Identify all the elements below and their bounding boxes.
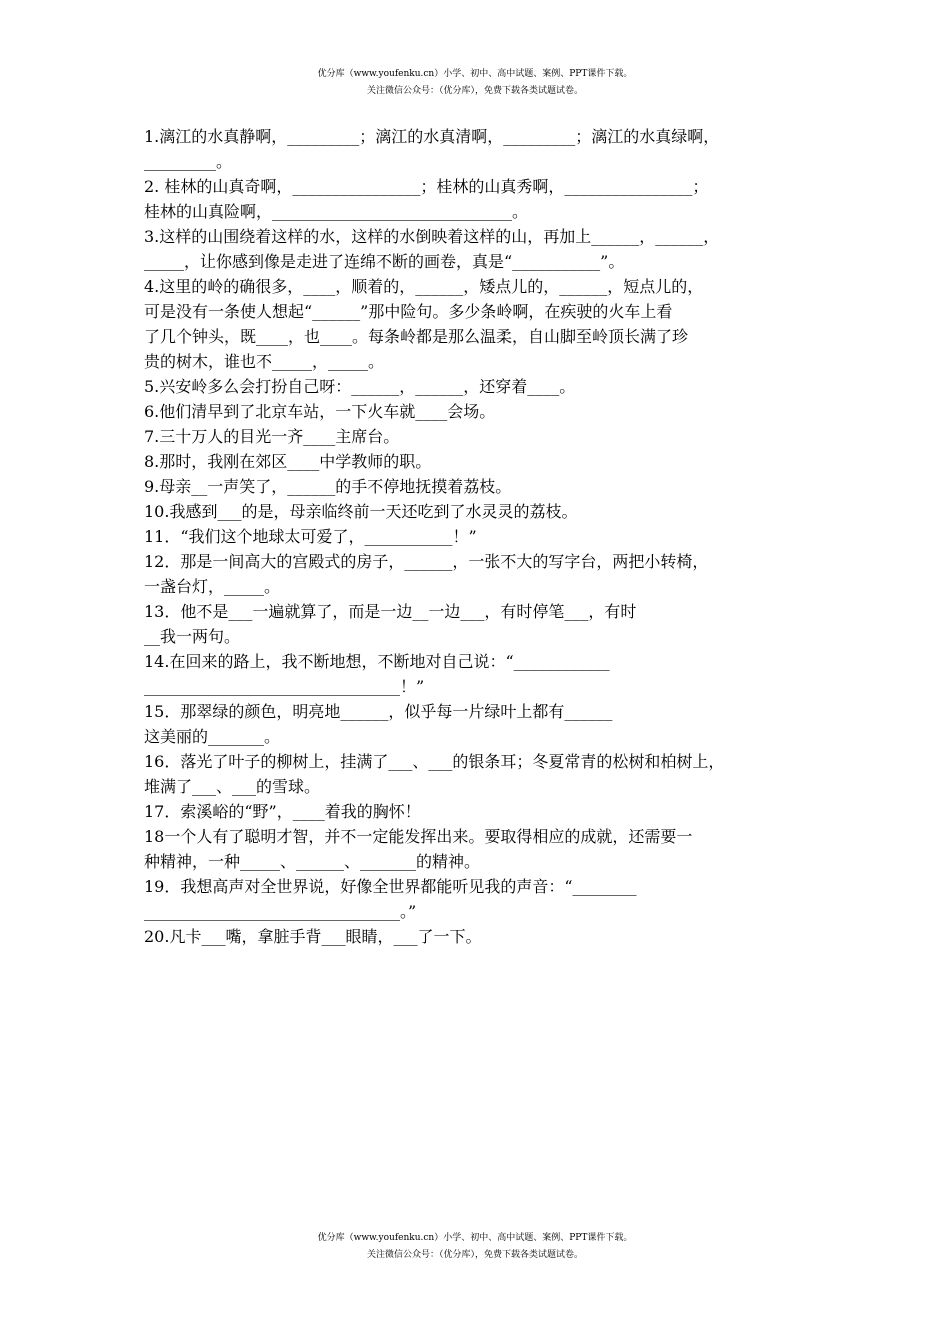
text-line: ________________________________！” [144, 677, 425, 696]
text-line: 16．落光了叶子的柳树上，挂满了___、___的银条耳；冬夏常青的松树和柏树上， [144, 752, 725, 771]
text-line: 一盏台灯，_____。 [144, 577, 281, 596]
footer-line-1: 优分库（www.youfenku.cn）小学、初中、高中试题、案例、PPT课件下载。 [317, 1233, 633, 1243]
text-line: 可是没有一条使人想起“______”那中险句。多少条岭啊，在疾驶的火车上看 [144, 302, 673, 321]
exercise-content [144, 124, 824, 949]
text-line: 2. 桂林的山真奇啊，________________；桂林的山真秀啊，________________； [144, 177, 709, 196]
text-line: 种精神，一种_____、______、_______的精神。 [144, 852, 481, 871]
text-line: 6.他们清早到了北京车站，一下火车就____会场。 [144, 402, 496, 421]
text-line: _____，让你感到像是走进了连绵不断的画卷，真是“___________”。 [144, 252, 625, 271]
text-line: 这美丽的_______。 [144, 727, 281, 746]
text-line: 8.那时，我刚在郊区____中学教师的职。 [144, 452, 432, 471]
text-line: 12．那是一间高大的宫殿式的房子，______，一张不大的写字台，两把小转椅， [144, 552, 709, 571]
text-line: 13．他不是___一遍就算了，而是一边__一边___，有时停笔___，有时 [144, 602, 637, 621]
text-line: 15．那翠绿的颜色，明亮地______，似乎每一片绿叶上都有______ [144, 702, 613, 721]
text-line: 贵的树木，谁也不_____，_____。 [144, 352, 385, 371]
footer-line-2: 关注微信公众号：（优分库），免费下载各类试题试卷。 [366, 1250, 583, 1260]
header-line-1: 优分库（www.youfenku.cn）小学、初中、高中试题、案例、PPT课件下载。 [317, 69, 633, 79]
text-line: _________。 [144, 152, 233, 171]
text-line: 堆满了___、___的雪球。 [144, 777, 321, 796]
text-line: 5.兴安岭多么会打扮自己呀：______，______，还穿着____。 [144, 377, 576, 396]
text-line: 19．我想高声对全世界说，好像全世界都能听见我的声音：“________ [144, 877, 637, 896]
text-line: 1.漓江的水真静啊，_________；漓江的水真清啊，_________；漓江的水真绿啊， [144, 127, 720, 146]
text-line: 10.我感到___的是，母亲临终前一天还吃到了水灵灵的荔枝。 [144, 502, 578, 521]
text-line: 4.这里的岭的确很多，____，顺着的，______，矮点儿的，______，短点儿的， [144, 277, 704, 296]
text-line: 3.这样的山围绕着这样的水，这样的水倒映着这样的山，再加上______，______， [144, 227, 720, 246]
text-line: __我一两句。 [144, 627, 241, 646]
page-footer [0, 1230, 950, 1264]
text-line: 9.母亲__一声笑了，______的手不停地抚摸着荔枝。 [144, 477, 512, 496]
page-header [0, 66, 950, 100]
text-line: 14.在回来的路上，我不断地想，不断地对自己说：“____________ [144, 652, 610, 671]
text-line: 20.凡卡___嘴，拿脏手背___眼睛，___了一下。 [144, 927, 482, 946]
text-line: 11．“我们这个地球太可爱了，___________！” [144, 527, 477, 546]
text-line: 17．索溪峪的“野”，____着我的胸怀！ [144, 802, 421, 821]
header-line-2: 关注微信公众号：（优分库），免费下载各类试题试卷。 [366, 86, 583, 96]
text-line: 7.三十万人的目光一齐____主席台。 [144, 427, 400, 446]
text-line: ________________________________。” [144, 902, 417, 921]
text-line: 18一个人有了聪明才智，并不一定能发挥出来。要取得相应的成就，还需要一 [144, 827, 693, 846]
text-line: 桂林的山真险啊，______________________________。 [144, 202, 529, 221]
text-line: 了几个钟头，既____，也____。每条岭都是那么温柔，自山脚至岭顶长满了珍 [144, 327, 689, 346]
